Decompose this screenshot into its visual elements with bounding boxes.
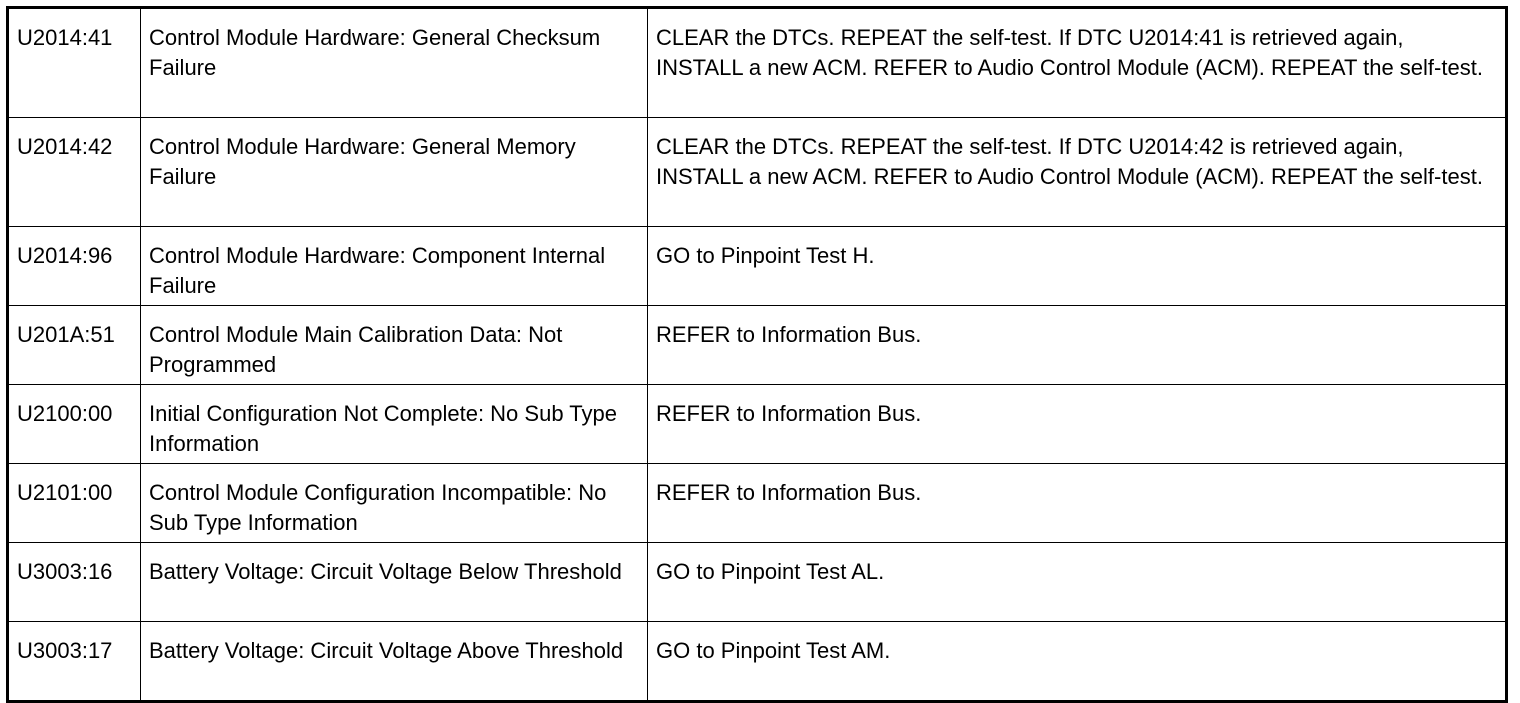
table-row — [8, 543, 1507, 622]
dtc-description-cell: Battery Voltage: Circuit Voltage Below Threshold — [141, 543, 648, 622]
dtc-description-cell: Initial Configuration Not Complete: No Sub Type Information — [141, 385, 648, 464]
dtc-code-cell: U2100:00 — [8, 385, 141, 464]
dtc-action-cell: GO to Pinpoint Test AL. — [648, 543, 1507, 622]
table-row — [8, 464, 1507, 543]
dtc-action-cell: CLEAR the DTCs. REPEAT the self-test. If DTC U2014:42 is retrieved again, INSTALL a new ACM. REFER to Audio Control Module (ACM). REPEAT the self-test. — [648, 118, 1507, 227]
dtc-code-cell: U2014:42 — [8, 118, 141, 227]
table-row — [8, 306, 1507, 385]
dtc-action-cell: REFER to Information Bus. — [648, 385, 1507, 464]
table-row — [8, 227, 1507, 306]
dtc-code-cell: U3003:16 — [8, 543, 141, 622]
dtc-action-cell: REFER to Information Bus. — [648, 464, 1507, 543]
dtc-action-cell: CLEAR the DTCs. REPEAT the self-test. If DTC U2014:41 is retrieved again, INSTALL a new ACM. REFER to Audio Control Module (ACM). REPEAT the self-test. — [648, 8, 1507, 118]
dtc-action-cell: GO to Pinpoint Test H. — [648, 227, 1507, 306]
table-row — [8, 385, 1507, 464]
dtc-code-cell: U2014:96 — [8, 227, 141, 306]
dtc-code-cell: U201A:51 — [8, 306, 141, 385]
dtc-code-cell: U2101:00 — [8, 464, 141, 543]
dtc-description-cell: Control Module Main Calibration Data: Not Programmed — [141, 306, 648, 385]
dtc-action-cell: REFER to Information Bus. — [648, 306, 1507, 385]
dtc-description-cell: Control Module Hardware: General Memory Failure — [141, 118, 648, 227]
table-row — [8, 118, 1507, 227]
dtc-description-cell: Control Module Hardware: Component Internal Failure — [141, 227, 648, 306]
table-row — [8, 8, 1507, 118]
table-row — [8, 622, 1507, 702]
dtc-description-cell: Control Module Configuration Incompatible: No Sub Type Information — [141, 464, 648, 543]
dtc-code-cell: U3003:17 — [8, 622, 141, 702]
dtc-table — [6, 6, 1508, 703]
dtc-action-cell: GO to Pinpoint Test AM. — [648, 622, 1507, 702]
dtc-description-cell: Battery Voltage: Circuit Voltage Above Threshold — [141, 622, 648, 702]
dtc-code-cell: U2014:41 — [8, 8, 141, 118]
dtc-description-cell: Control Module Hardware: General Checksum Failure — [141, 8, 648, 118]
